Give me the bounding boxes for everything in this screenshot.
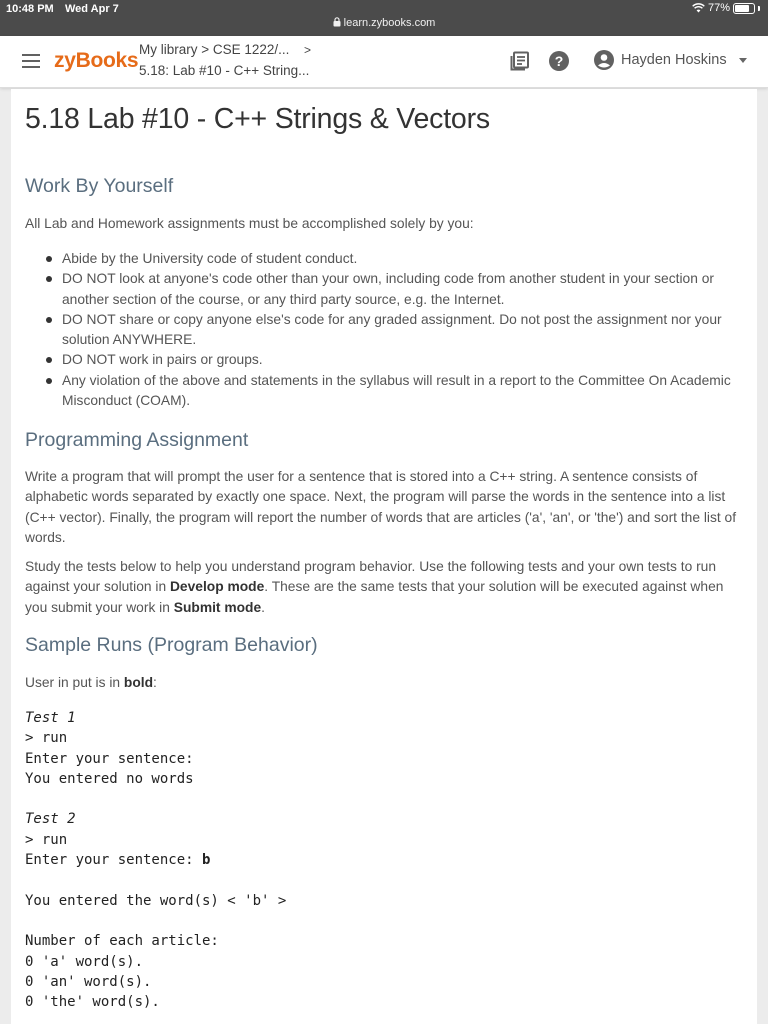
account-circle-icon [594, 50, 614, 70]
url-text: learn.zybooks.com [343, 17, 436, 29]
blank-line [25, 911, 743, 931]
blank-line [25, 870, 743, 890]
rules-list [25, 249, 743, 411]
user-input-note: User in put is in bold: [25, 675, 157, 690]
breadcrumb-chevron-icon[interactable]: > [304, 43, 312, 57]
test1-prompt: Enter your sentence: [25, 750, 194, 767]
test2-article-the: 0 'the' word(s). [25, 994, 160, 1011]
lock-icon [333, 17, 341, 27]
section-heading-work-by-yourself: Work By Yourself [25, 175, 174, 197]
assignment-description: Write a program that will prompt the user for a sentence that is stored into a C++ string. A sentence consists of alphabetic words separated by exactly one space. Next, the program will parse the words in the sentence into a list (C++ vector). Finally, the program will report the number of words that are articles ('a', 'an', or 'the') and sort the list of words. [25, 469, 737, 545]
list-item: DO NOT look at anyone's code other than your own, including code from another student in your section or another section of the course, or any third party source, e.g. the Internet. [25, 269, 743, 310]
sample-runs-code-block [25, 708, 743, 1012]
list-item: Any violation of the above and statements in the syllabus will result in a report to the Committee On Academic Misconduct (COAM). [25, 371, 743, 412]
test2-input: b [202, 852, 211, 869]
battery-tip [758, 6, 760, 11]
test2-articles-label: Number of each article: [25, 933, 219, 950]
bold-word: bold [123, 675, 154, 690]
library-book-icon[interactable] [509, 50, 531, 72]
page-title: 5.18 Lab #10 - C++ Strings & Vectors [25, 103, 490, 135]
user-menu[interactable] [594, 50, 747, 70]
test2-article-a: 0 'a' word(s). [25, 953, 144, 970]
url-bar[interactable] [0, 17, 768, 29]
user-name: Hayden Hoskins [621, 52, 727, 68]
list-item: DO NOT work in pairs or groups. [25, 350, 743, 370]
list-item: Abide by the University code of student conduct. [25, 249, 743, 269]
submit-mode-text: Submit mode [173, 599, 262, 615]
content-card [11, 89, 757, 1024]
section-heading-sample-runs: Sample Runs (Program Behavior) [25, 634, 318, 656]
blank-line [25, 789, 743, 809]
chevron-down-icon [739, 58, 747, 63]
breadcrumb-library[interactable]: My library > CSE 1222/... [139, 42, 290, 57]
section-heading-programming-assignment: Programming Assignment [25, 429, 249, 451]
zybooks-logo[interactable]: zyBooks [54, 49, 139, 72]
battery-percent: 77% [707, 2, 730, 14]
test1-label: Test 1 [25, 710, 76, 726]
wifi-icon [692, 3, 705, 13]
battery-icon [733, 3, 755, 14]
test2-prompt: Enter your sentence: [25, 852, 203, 869]
hamburger-menu-icon[interactable] [22, 54, 40, 68]
test2-output: You entered the word(s) < 'b' > [25, 892, 287, 909]
svg-text:?: ? [554, 53, 564, 69]
assignment-testing-note: Study the tests below to help you understand program behavior. Use the following tests and your own tests to run against your solution in Develop mode. These are the same tests that your solution will be executed against when you submit your work in Submit mode. [25, 559, 724, 615]
breadcrumb-section[interactable]: 5.18: Lab #10 - C++ String... [139, 63, 310, 78]
test1-run: > run [25, 730, 68, 747]
help-icon[interactable] [549, 51, 569, 71]
develop-mode-text: Develop mode [169, 579, 265, 595]
test1-output: You entered no words [25, 770, 194, 787]
status-indicators [692, 2, 760, 14]
status-bar [0, 0, 768, 36]
battery-level [735, 5, 749, 12]
app-header [0, 36, 768, 88]
test2-run: > run [25, 831, 68, 848]
list-item: DO NOT share or copy anyone else's code for any graded assignment. Do not post the assignment nor your solution ANYWHERE. [25, 310, 743, 351]
test2-label: Test 2 [25, 811, 76, 828]
test2-prompt-line [25, 850, 743, 870]
status-time: 10:48 PM [6, 3, 54, 15]
test2-article-an: 0 'an' word(s). [25, 973, 152, 990]
work-intro: All Lab and Homework assignments must be accomplished solely by you: [25, 216, 474, 231]
status-date: Wed Apr 7 [65, 3, 119, 15]
